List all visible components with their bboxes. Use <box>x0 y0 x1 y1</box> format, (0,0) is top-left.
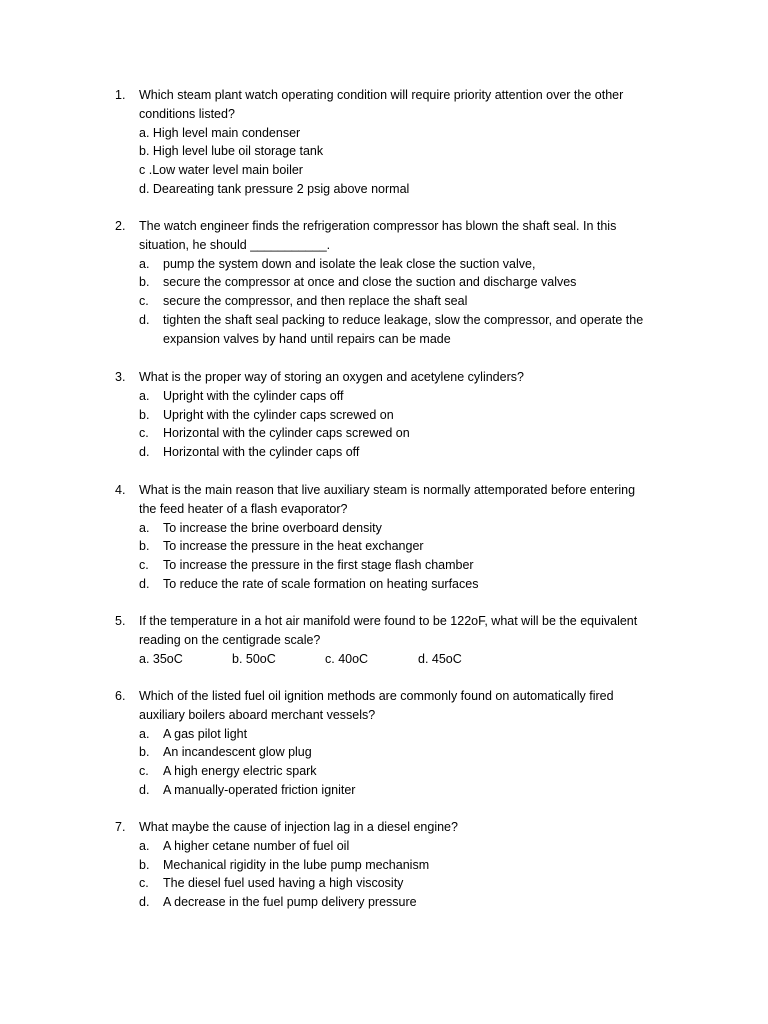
option-a <box>115 387 675 406</box>
question-text: 2. The watch engineer finds the refrigeration compressor has blown the shaft seal. In this <box>115 217 675 236</box>
option-a: a. High level main condenser <box>139 125 301 140</box>
option-text: secure the compressor, and then replace the shaft seal <box>163 294 468 309</box>
option-c: c. 40oC <box>325 651 369 666</box>
question-text: 6. Which of the listed fuel oil ignition methods are commonly found on automatically fired <box>115 687 675 706</box>
question-number: 5. <box>115 614 126 628</box>
question-2 <box>115 217 675 349</box>
option-text: Horizontal with the cylinder caps screwed on <box>163 426 410 441</box>
question-number: 7. <box>115 820 126 834</box>
option-d <box>115 311 675 330</box>
option-a <box>115 837 675 856</box>
question-number: 6. <box>115 689 126 703</box>
question-6 <box>115 687 675 800</box>
option-c <box>115 762 675 781</box>
option-letter: d. <box>139 312 150 327</box>
question-4 <box>115 481 675 594</box>
option-a <box>115 255 675 274</box>
option-letter: a. <box>139 256 150 271</box>
option-text: Mechanical rigidity in the lube pump mechanism <box>163 857 430 872</box>
option-b <box>115 537 675 556</box>
answer-options-row <box>115 650 675 669</box>
option-letter: a. <box>139 838 150 853</box>
option-letter: c. <box>139 426 149 441</box>
option-text: An incandescent glow plug <box>163 745 312 760</box>
option-b: b. 50oC <box>232 651 276 666</box>
option-text: The diesel fuel used having a high viscosity <box>163 876 404 891</box>
option-letter: a. <box>139 520 150 535</box>
option-text: A gas pilot light <box>163 726 248 741</box>
option-letter: b. <box>139 275 150 290</box>
question-text: 5. If the temperature in a hot air manifold were found to be 122oF, what will be the equivalent <box>115 612 675 631</box>
question-text: 3. What is the proper way of storing an oxygen and acetylene cylinders? <box>115 368 675 387</box>
question-number: 1. <box>115 88 126 102</box>
question-number: 4. <box>115 483 126 497</box>
option-d: d. 45oC <box>418 651 462 666</box>
option-a <box>115 725 675 744</box>
question-text-continued: the feed heater of a flash evaporator? <box>139 501 348 516</box>
option-text: A higher cetane number of fuel oil <box>163 838 350 853</box>
option-text: tighten the shaft seal packing to reduce leakage, slow the compressor, and operate the <box>163 312 644 327</box>
option-text: A manually-operated friction igniter <box>163 782 356 797</box>
option-text: To reduce the rate of scale formation on heating surfaces <box>163 576 479 591</box>
option-d: d. Deareating tank pressure 2 psig above normal <box>139 181 410 196</box>
option-b <box>115 406 675 425</box>
option-b <box>115 273 675 292</box>
option-letter: c. <box>139 558 149 573</box>
question-text: 1. Which steam plant watch operating condition will require priority attention over the other <box>115 86 675 105</box>
option-text: A high energy electric spark <box>163 764 317 779</box>
option-letter: b. <box>139 745 150 760</box>
option-b: b. High level lube oil storage tank <box>139 144 324 159</box>
option-d <box>115 893 675 912</box>
option-letter: d. <box>139 895 150 910</box>
question-7 <box>115 818 675 912</box>
option-d <box>115 781 675 800</box>
option-letter: a. <box>139 388 150 403</box>
option-text: Upright with the cylinder caps off <box>163 388 344 403</box>
option-a <box>115 519 675 538</box>
question-text-continued: reading on the centigrade scale? <box>139 632 321 647</box>
option-text: To increase the pressure in the heat exchanger <box>163 539 424 554</box>
option-text: A decrease in the fuel pump delivery pressure <box>163 895 417 910</box>
question-text-continued: situation, he should ___________. <box>139 237 331 252</box>
option-text: To increase the pressure in the first stage flash chamber <box>163 558 474 573</box>
option-letter: d. <box>139 782 150 797</box>
option-text: pump the system down and isolate the leak close the suction valve, <box>163 256 536 271</box>
option-c <box>115 292 675 311</box>
option-letter: d. <box>139 576 150 591</box>
question-text: 4. What is the main reason that live auxiliary steam is normally attemporated before entering <box>115 481 675 500</box>
option-letter: b. <box>139 407 150 422</box>
option-text: Horizontal with the cylinder caps off <box>163 445 360 460</box>
option-c <box>115 424 675 443</box>
question-text: 7. What maybe the cause of injection lag in a diesel engine? <box>115 818 675 837</box>
option-letter: c. <box>139 876 149 891</box>
option-letter: c. <box>139 294 149 309</box>
option-letter: d. <box>139 445 150 460</box>
option-d <box>115 575 675 594</box>
question-3 <box>115 368 675 462</box>
option-c <box>115 556 675 575</box>
option-letter: c. <box>139 764 149 779</box>
option-d-continued: expansion valves by hand until repairs can be made <box>163 331 451 346</box>
option-letter: a. <box>139 726 150 741</box>
option-b <box>115 856 675 875</box>
option-text: secure the compressor at once and close the suction and discharge valves <box>163 275 577 290</box>
option-c <box>115 874 675 893</box>
option-text: To increase the brine overboard density <box>163 520 382 535</box>
question-1 <box>115 86 675 199</box>
option-a: a. 35oC <box>139 651 183 666</box>
option-letter: b. <box>139 857 150 872</box>
question-number: 3. <box>115 370 126 384</box>
question-text-continued: conditions listed? <box>139 106 235 121</box>
option-b <box>115 743 675 762</box>
option-c: c .Low water level main boiler <box>139 163 303 178</box>
question-number: 2. <box>115 219 126 233</box>
option-d <box>115 443 675 462</box>
question-text-continued: auxiliary boilers aboard merchant vessels? <box>139 707 376 722</box>
question-5 <box>115 612 675 668</box>
option-text: Upright with the cylinder caps screwed on <box>163 407 394 422</box>
option-letter: b. <box>139 539 150 554</box>
